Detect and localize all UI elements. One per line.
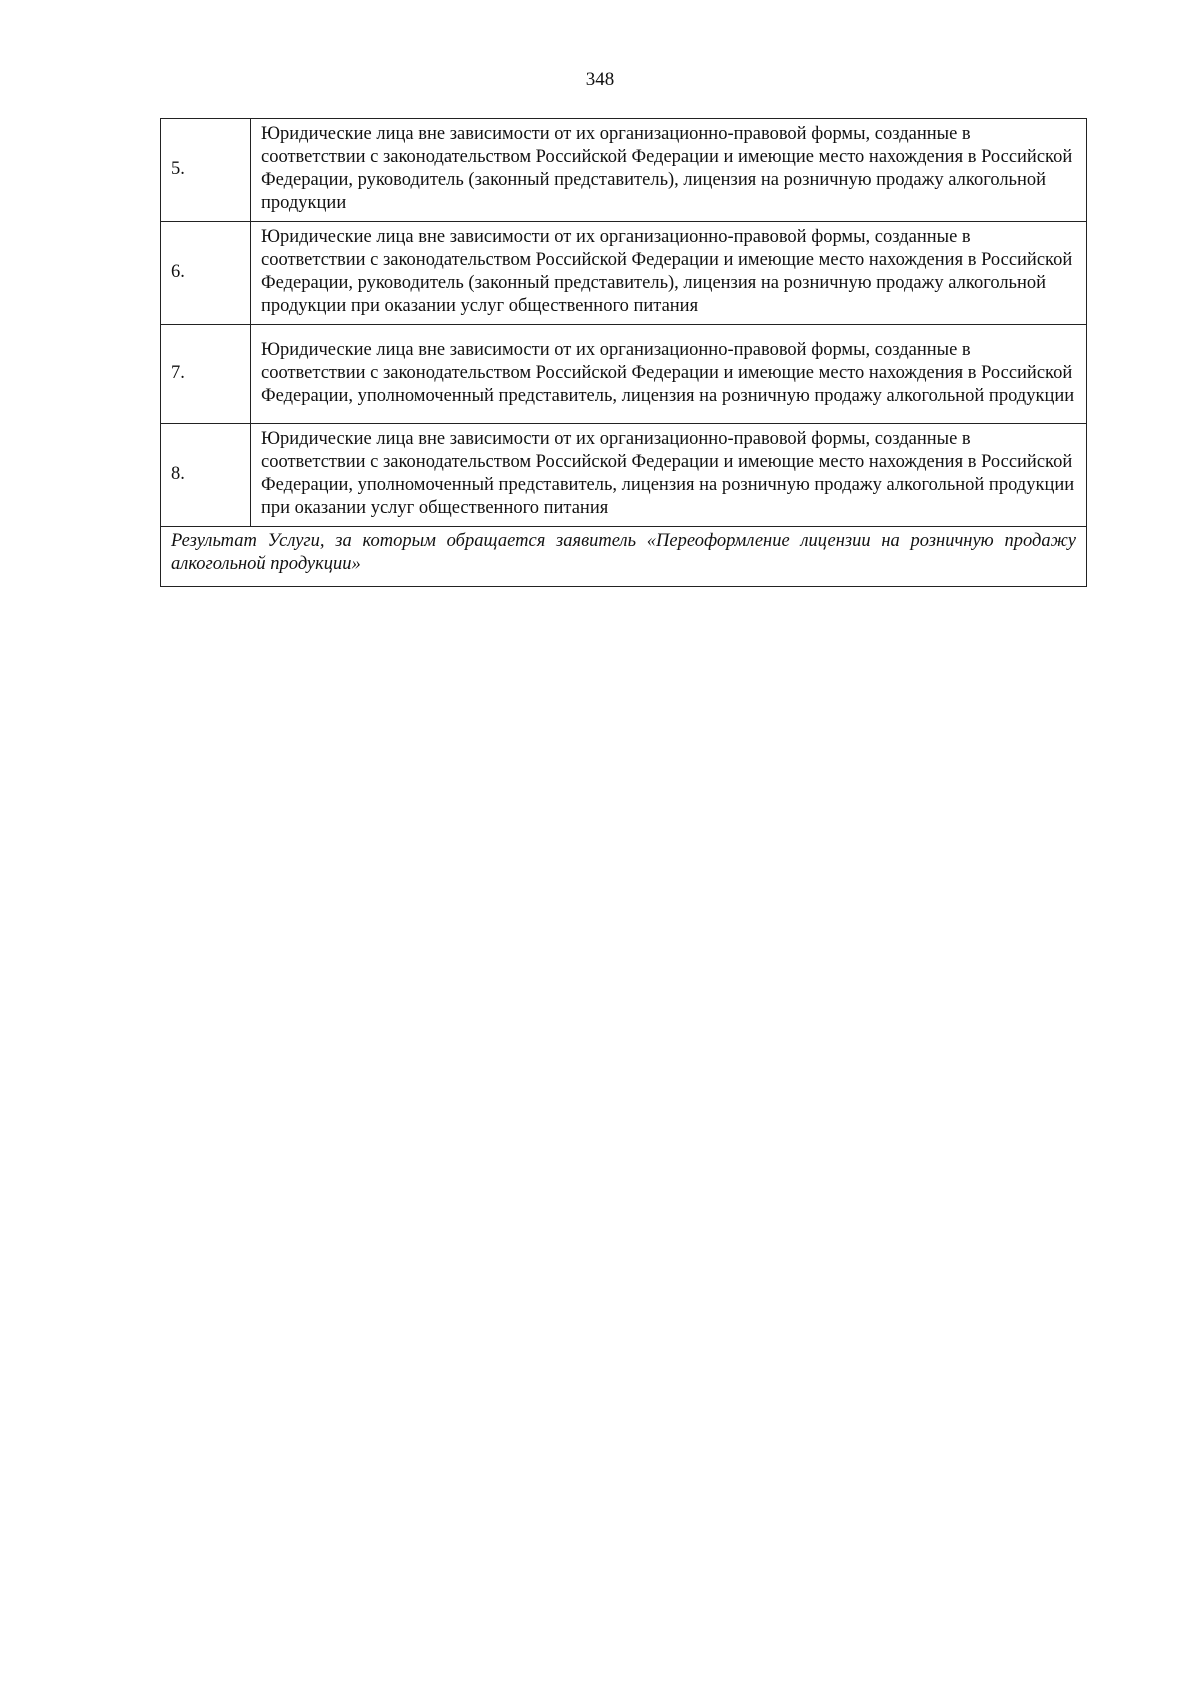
row-description: Юридические лица вне зависимости от их организационно-правовой формы, созданные в соответствии с законодательством Российской Федерации и имеющие место нахождения в Российской Федерации, руководитель (законный представитель), лицензия на розничную продажу алкогольной продукции [251, 119, 1087, 222]
applicant-table [160, 118, 1087, 587]
row-description: Юридические лица вне зависимости от их организационно-правовой формы, созданные в соответствии с законодательством Российской Федерации и имеющие место нахождения в Российской Федерации, уполномоченный представитель, лицензия на розничную продажу алкогольной продукции [251, 325, 1087, 424]
row-number: 8. [161, 424, 251, 527]
table-row [161, 424, 1087, 527]
service-result-text: Результат Услуги, за которым обращается заявитель «Переоформление лицензии на розничную продажу алкогольной продукции» [161, 527, 1087, 587]
row-number: 7. [161, 325, 251, 424]
row-description: Юридические лица вне зависимости от их организационно-правовой формы, созданные в соответствии с законодательством Российской Федерации и имеющие место нахождения в Российской Федерации, уполномоченный представитель, лицензия на розничную продажу алкогольной продукции при оказании услуг общественного питания [251, 424, 1087, 527]
page-number: 348 [585, 69, 615, 90]
row-description: Юридические лица вне зависимости от их организационно-правовой формы, созданные в соответствии с законодательством Российской Федерации и имеющие место нахождения в Российской Федерации, руководитель (законный представитель), лицензия на розничную продажу алкогольной продукции при оказании услуг общественного питания [251, 222, 1087, 325]
table-row [161, 222, 1087, 325]
row-number: 5. [161, 119, 251, 222]
table-row [161, 119, 1087, 222]
row-number: 6. [161, 222, 251, 325]
result-row [161, 527, 1087, 587]
table-row [161, 325, 1087, 424]
